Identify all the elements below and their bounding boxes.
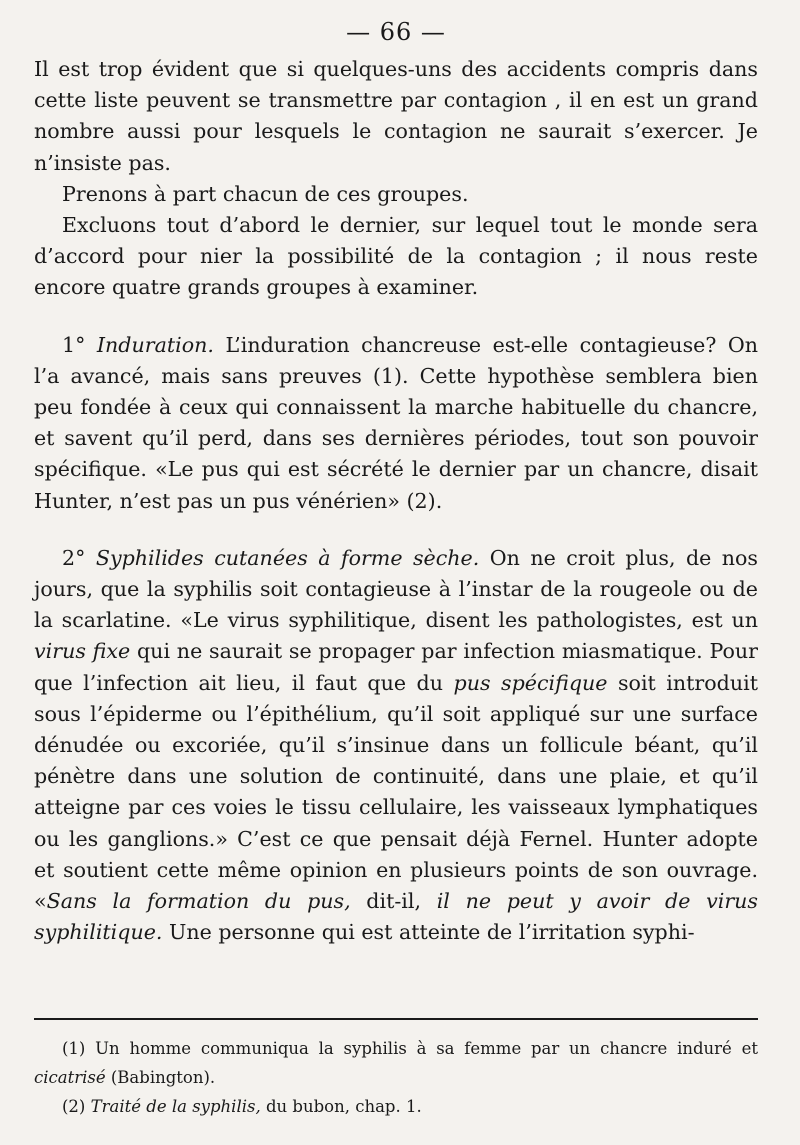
text-run: L’induration chancreuse est-elle contagieuse? On l’a avancé, mais sans preuves (1). Cette hypothèse semblera bien peu fondée à ceux qui connaissent la marche habituelle du chancre, et savent qu’il perd, dans ses dernières périodes, tout son pouvoir spécifique. «Le pus qui est sécrété le dernier par un chancre, disait Hunter, n’est pas un pus vénérien» (2). [34,332,759,513]
italic-text: pus spécifique [453,670,608,695]
text-run: Prenons à part chacun de ces groupes. [62,181,469,206]
footnote-1 [34,1034,758,1092]
footnote-divider [34,1018,758,1020]
paragraph-3 [34,210,758,304]
italic-text: Induration. [96,332,214,357]
text-run: Excluons tout d’abord le dernier, sur lequel tout le monde sera d’accord pour nier la possibilité de la contagion ; il nous reste encore quatre grands groupes à examiner. [34,213,758,300]
page-body [34,18,758,948]
text-run: qui ne saurait se propager par infection miasmatique. Pour que l’infection ait lieu, il faut que du [34,639,758,695]
italic-text: il ne peut y avoir de virus syphilitique. [34,889,758,945]
text-run: Une personne qui est atteinte de l’irritation syphi- [162,920,695,945]
footnotes [34,1034,758,1121]
text-run: Il est trop évident que si quelques-uns des accidents compris dans cette liste peuvent se transmettre par contagion , il en est un grand nombre aussi pour lesquels le contagion ne saurait s’exercer. Je n’insiste pas. [34,57,758,175]
paragraph-1 [34,54,758,179]
italic-text: Traité de la syphilis, [90,1097,261,1116]
text-run: dit-il, [350,889,437,914]
text-run: soit introduit sous l’épiderme ou l’épithélium, qu’il soit appliqué sur une surface dénudée ou excoriée, qu’il s’insinue dans un follicule béant, qu’il pénètre dans une solution de continuité, dans une plaie, et qu’il atteigne par ces voies le tissu cellulaire, les vaisseaux lymphatiques ou les ganglions.» C’est ce que pensait déjà Fernel. Hunter adopte et soutient cette même opinion en plusieurs points de son ouvrage. « [34,670,758,914]
page-number: — 66 — [346,18,446,46]
paragraph-2 [34,179,758,210]
text-run: (2) [62,1097,91,1116]
main-text [34,54,758,948]
section-syphilides [34,543,758,949]
italic-text: virus fixe [34,639,131,664]
text-run: On ne croit plus, de nos jours, que la syphilis soit contagieuse à l’instar de la rougeole ou de la scarlatine. «Le virus syphilitique, disent les pathologistes, est un [34,545,758,633]
text-run: du bubon, chap. 1. [260,1097,422,1116]
italic-text: cicatrisé [34,1068,106,1087]
italic-text: Syphilides cutanées à forme sèche. [95,545,480,570]
italic-text: Sans la formation du pus, [46,889,351,914]
text-run: 1° [62,332,97,357]
text-run: (1) Un homme communiqua la syphilis à sa femme par un chancre induré et [62,1039,758,1058]
footnote-2 [34,1092,758,1121]
section-induration [34,330,758,517]
text-run: 2° [62,545,96,570]
text-run: (Babington). [105,1068,216,1087]
